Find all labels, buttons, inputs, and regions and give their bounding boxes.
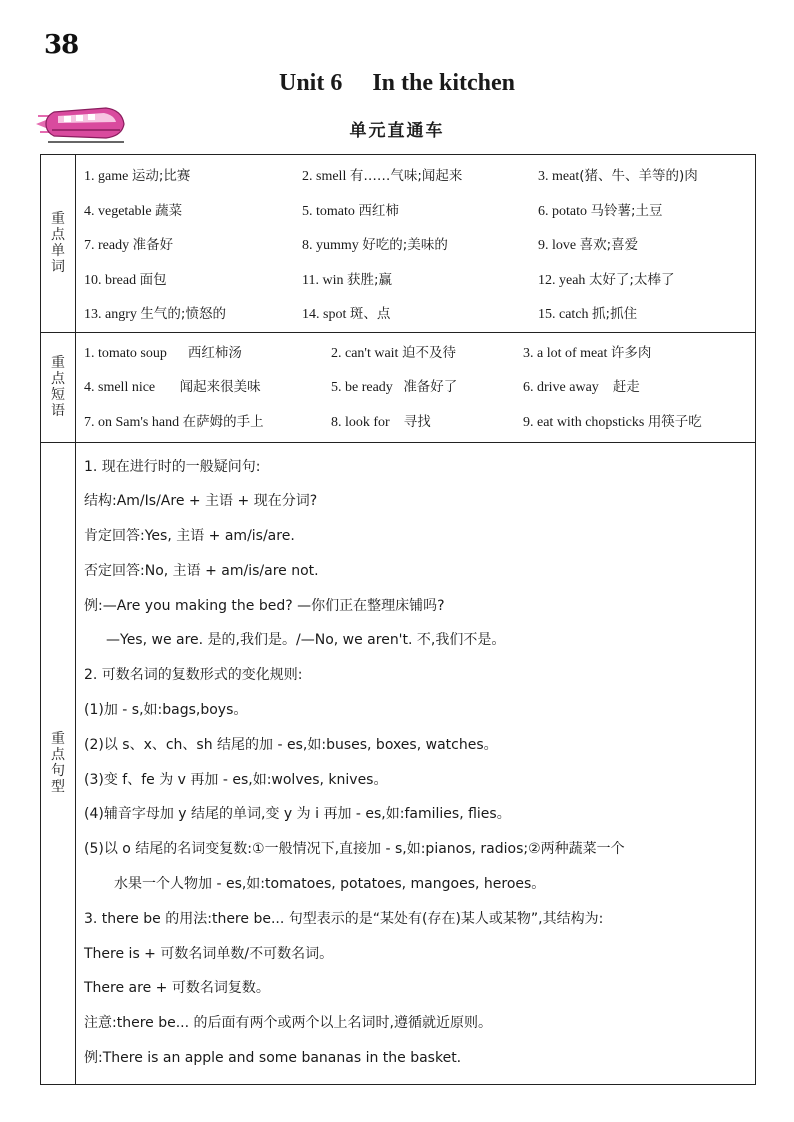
grammar-line: There are + 可数名词复数。 <box>84 980 270 997</box>
phrase-item: 7. on Sam's hand 在萨姆的手上 <box>84 413 264 430</box>
phrase-item: 5. be ready 准备好了 <box>331 379 458 395</box>
unit-name: In the kitchen <box>372 70 516 96</box>
word-item: 11. win 获胜;赢 <box>302 271 393 288</box>
grammar-line: 肯定回答:Yes, 主语 + am/is/are. <box>84 528 295 545</box>
grammar-line: (3)变 f、fe 为 v 再加 - es,如:wolves, knives。 <box>84 771 388 788</box>
grammar-line: (2)以 s、x、ch、sh 结尾的加 - es,如:buses, boxes, watches。 <box>84 736 498 753</box>
phrase-item: 2. can't wait 迫不及待 <box>331 344 456 361</box>
grammar-line: —Yes, we are. 是的,我们是。/—No, we aren't. 不,我们不是。 <box>106 632 506 649</box>
word-item: 10. bread 面包 <box>84 271 167 288</box>
word-item: 9. love 喜欢;喜爱 <box>538 237 639 253</box>
word-item: 12. yeah 太好了;太棒了 <box>538 271 675 288</box>
sentences-label: 重 点 句 型 <box>41 442 76 1084</box>
word-item: 8. yummy 好吃的;美味的 <box>302 237 448 253</box>
grammar-line: 例:—Are you making the bed? —你们正在整理床铺吗? <box>84 597 445 614</box>
grammar-line: 水果一个人物加 - es,如:tomatoes, potatoes, mangoes, heroes。 <box>114 876 546 893</box>
grammar-line: 否定回答:No, 主语 + am/is/are not. <box>84 562 319 579</box>
section-title: 单元直通车 <box>349 121 445 141</box>
unit-title <box>0 70 794 97</box>
phrase-item: 4. smell nice 闻起来很美味 <box>84 379 261 395</box>
word-item: 6. potato 马铃薯;土豆 <box>538 202 663 219</box>
grammar-line: 例:There is an apple and some bananas in the basket. <box>84 1050 462 1067</box>
grammar-line: (4)辅音字母加 y 结尾的单词,变 y 为 i 再加 - es,如:families, flies。 <box>84 806 511 823</box>
phrase-item: 8. look for 寻找 <box>331 413 431 430</box>
phrase-item: 9. eat with chopsticks 用筷子吃 <box>523 413 702 430</box>
words-grid <box>76 155 755 332</box>
words-row <box>41 155 756 333</box>
phrases-row <box>41 332 756 442</box>
sentences-row <box>41 442 756 1084</box>
grammar-line: 2. 可数名词的复数形式的变化规则: <box>84 667 303 684</box>
grammar-line: (5)以 o 结尾的名词变复数:①一般情况下,直接加 - s,如:pianos, radios;②两种蔬菜一个 <box>84 841 625 858</box>
unit-label: Unit 6 <box>278 70 343 96</box>
word-item: 2. smell 有……气味;闻起来 <box>302 168 463 184</box>
phrases-label: 重 点 短 语 <box>41 332 76 442</box>
phrase-item: 3. a lot of meat 许多肉 <box>523 344 652 361</box>
word-item: 1. game 运动;比赛 <box>84 168 191 184</box>
grammar-line: 1. 现在进行时的一般疑问句: <box>84 458 261 475</box>
word-item: 14. spot 斑、点 <box>302 306 391 322</box>
page-number: 38 <box>44 30 79 60</box>
grammar-line: 结构:Am/Is/Are + 主语 + 现在分词? <box>84 493 318 510</box>
grammar-line: There is + 可数名词单数/不可数名词。 <box>84 945 334 962</box>
word-item: 13. angry 生气的;愤怒的 <box>84 306 226 322</box>
phrase-item: 6. drive away 赶走 <box>523 379 640 395</box>
grammar-notes <box>76 443 755 1084</box>
words-cell <box>76 155 756 333</box>
grammar-line: (1)加 - s,如:bags,boys。 <box>84 702 248 719</box>
unit-summary-table <box>40 154 756 1085</box>
word-item: 5. tomato 西红柿 <box>302 202 399 219</box>
phrases-grid <box>76 333 755 440</box>
word-item: 7. ready 准备好 <box>84 237 174 253</box>
word-item: 3. meat(猪、牛、羊等的)肉 <box>538 168 698 184</box>
words-label: 重 点 单 词 <box>41 155 76 333</box>
phrases-cell <box>76 332 756 442</box>
sentences-cell <box>76 442 756 1084</box>
grammar-line: 注意:there be... 的后面有两个或两个以上名词时,遵循就近原则。 <box>84 1015 492 1032</box>
grammar-line: 3. there be 的用法:there be... 句型表示的是“某处有(存在)某人或某物”,其结构为: <box>84 910 604 927</box>
phrase-item: 1. tomato soup 西红柿汤 <box>84 344 242 361</box>
word-item: 4. vegetable 蔬菜 <box>84 202 183 219</box>
word-item: 15. catch 抓;抓住 <box>538 306 638 322</box>
